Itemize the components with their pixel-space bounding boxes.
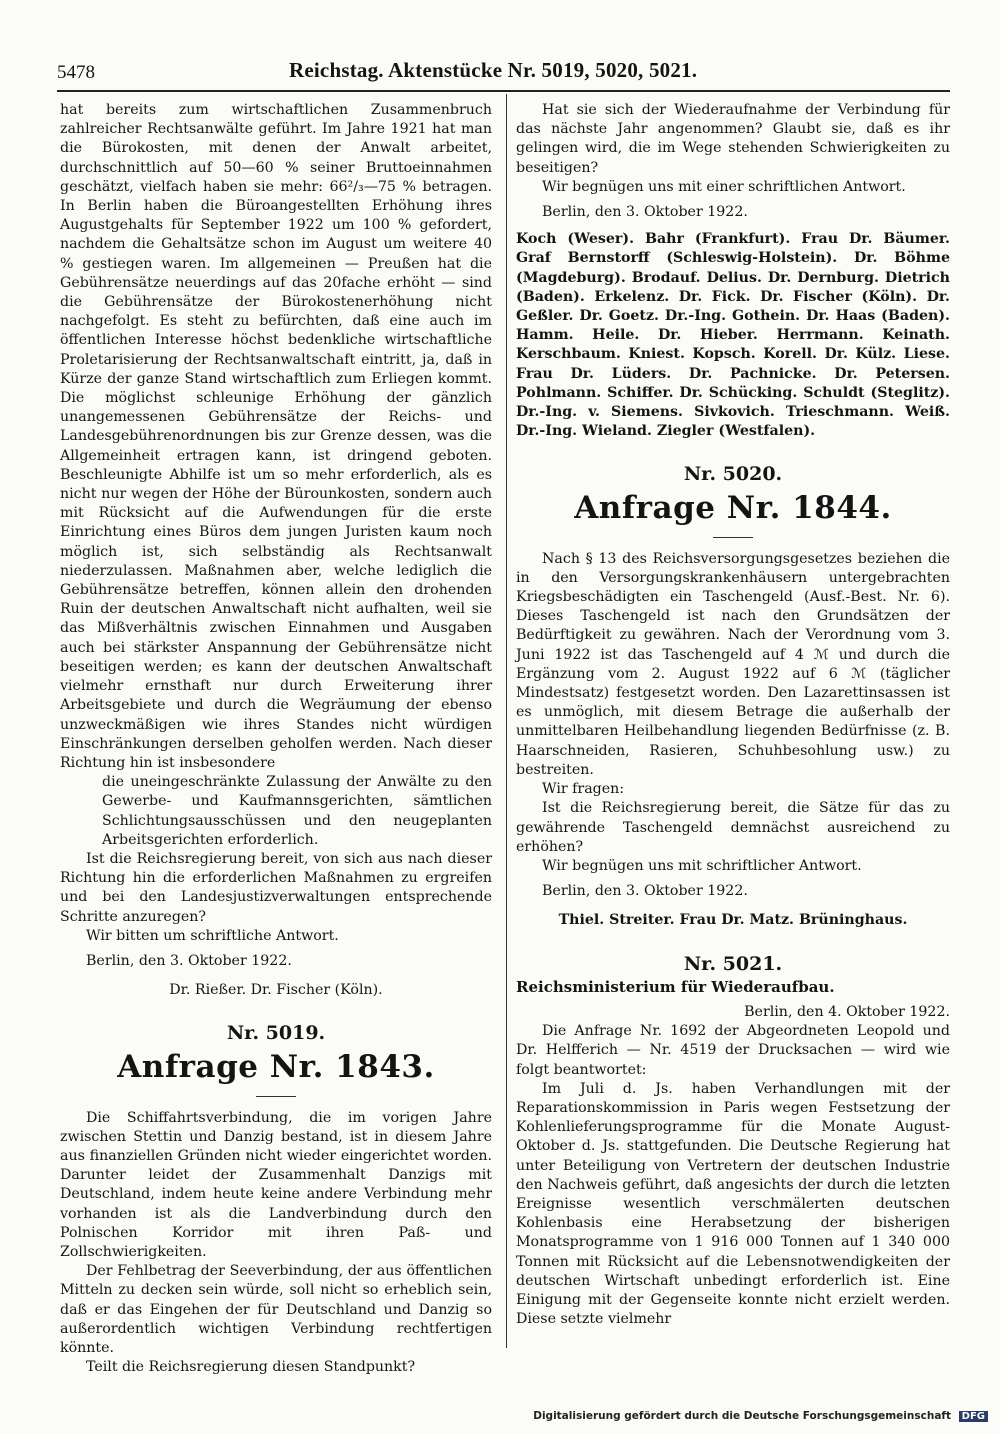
- left-column: [60, 101, 492, 1377]
- paragraph: Die Schiffahrtsverbindung, die im vorigen Jahre zwischen Stettin und Danzig bestand, ist in diesem Jahre aus finanziellen Gründen nicht wieder eingerichtet worden. Darunter leidet der Zusammenhalt Danzigs mit Deutschland, indem heute keine andere Verbindung mehr vorhanden ist als die Landverbindung durch den Polnischen Korridor mit ihren Paß- und Zollschwierigkeiten.: [60, 1109, 492, 1260]
- paragraph: Wir begnügen uns mit einer schriftlichen Antwort.: [542, 178, 906, 195]
- signers: Thiel. Streiter. Frau Dr. Matz. Brüninghaus.: [558, 912, 908, 929]
- indented-paragraph: die uneingeschränkte Zulassung der Anwälte zu den Gewerbe- und Kaufmannsgerichten, sämtlichen Schlichtungsausschüssen und den neugeplanten Arbeitsgerichten erforderlich.: [102, 774, 492, 848]
- ministry-heading: Reichsministerium für Wiederaufbau.: [516, 977, 835, 996]
- paragraph: Ist die Reichsregierung bereit, von sich aus nach dieser Richtung hin die erforderlichen Maßnahmen zu ergreifen und bei den Landesjustizverwaltungen entsprechende Schritte anzuregen?: [60, 850, 492, 925]
- credit-text: Digitalisierung gefördert durch die Deutsche Forschungsgemeinschaft: [533, 1410, 951, 1422]
- paragraph: Die Anfrage Nr. 1692 der Abgeordneten Leopold und Dr. Helfferich — Nr. 4519 der Drucksachen — wird wie folgt beantwortet:: [516, 1023, 950, 1078]
- paragraph: Ist die Reichsregierung bereit, die Sätze für das zu gewährende Taschengeld demnächst ausreichend zu erhöhen?: [516, 800, 950, 855]
- date-line: Berlin, den 3. Oktober 1922.: [542, 883, 748, 900]
- date-line: Berlin, den 4. Oktober 1922.: [744, 1003, 950, 1020]
- signers: Koch (Weser). Bahr (Frankfurt). Frau Dr. Bäumer. Graf Bernstorff (Schleswig-Holstein). Dr. Böhme (Magdeburg). Brodauf. Delius. Dr. Dernburg. Dietrich (Baden). Erkelenz. Dr. Fick. Dr. Fischer (Köln). Dr. Geßler. Dr. Goetz. Dr.-Ing. Gothein. Dr. Haas (Baden). Hamm. Heile. Dr. Hieber. Herrmann. Keinath. Kerschbaum. Kniest. Kopsch. Korell. Dr. Külz. Liese. Frau Dr. Lüders. Dr. Pachnicke. Dr. Petersen. Pohlmann. Schiffer. Dr. Schücking. Schuldt (Steglitz). Dr.-Ing. v. Siemens. Sivkovich. Trieschmann. Weiß. Dr.-Ing. Wieland. Ziegler (Westfalen).: [516, 231, 950, 440]
- page-header: [57, 56, 950, 92]
- paragraph: Teilt die Reichsregierung diesen Standpunkt?: [86, 1359, 416, 1376]
- signers: Dr. Rießer. Dr. Fischer (Köln).: [169, 982, 383, 999]
- column-divider: [506, 94, 507, 1348]
- date-line: Berlin, den 3. Oktober 1922.: [86, 952, 292, 969]
- document-number: Nr. 5020.: [683, 463, 783, 486]
- paragraph: Hat sie sich der Wiederaufnahme der Verbindung für das nächste Jahr angenommen? Glaubt sie, daß es ihr gelingen wird, die im Wege stehenden Schwierigkeiten zu beseitigen?: [516, 102, 950, 176]
- paragraph: Der Fehlbetrag der Seeverbindung, der aus öffentlichen Mitteln zu decken sein würde, soll nicht so erheblich sein, daß er das Eingehen der für Deutschland und Danzig so außerordentlich wichtigen Verbindung rechtfertigen könnte.: [60, 1263, 492, 1356]
- right-column: [516, 101, 950, 1329]
- running-title: Reichstag. Aktenstücke Nr. 5019, 5020, 5021.: [289, 58, 698, 82]
- date-line: Berlin, den 3. Oktober 1922.: [542, 204, 748, 221]
- inquiry-title: Anfrage Nr. 1843.: [117, 1048, 435, 1085]
- paragraph: Wir begnügen uns mit schriftlicher Antwort.: [542, 857, 862, 874]
- dfg-logo: DFG: [959, 1411, 988, 1422]
- paragraph: hat bereits zum wirtschaftlichen Zusammenbruch zahlreicher Rechtsanwälte geführt. Im Jahre 1921 hat man die Bürokosten, mit denen der Anwalt arbeitet, durchschnittlich auf 50—60 % seiner Bruttoeinnahmen geschätzt, vielfach haben sie mehr: 66²/₃—75 % betragen. In Berlin haben die Büroangestellten Erhöhung ihres Augustgehalts für September 1922 um 100 % gefordert, nachdem die Gehaltsätze schon im August um weitere 40 % gestiegen waren. Im allgemeinen — Preußen hat die Gebührensätze neuerdings auf das 20fache erhöht — sind die Gebührensätze der Bürokostenerhöhung nicht nachgefolgt. Es steht zu befürchten, daß eine auch im öffentlichen Interesse höchst bedenkliche wirtschaftliche Proletarisierung der Rechtsanwaltschaft eintritt, ja, daß in Kürze der ganze Stand wirtschaftlich zum Erliegen kommt. Die möglichst schleunige Erhöhung der gänzlich unangemessenen Gebührensätze der Reichs- und Landesgebührenordnungen bis zur Grenze dessen, was die Allgemeinheit ertragen kann, ist dringend geboten. Beschleunigte Abhilfe ist um so mehr erforderlich, als es nicht nur wegen der Höhe der Bürounkosten, sondern auch mit Rücksicht auf die Aufwendungen für die erste Einrichtung eines Büros dem jungen Juristen kaum noch möglich ist, sich selbständig als Rechtsanwalt niederzulassen. Maßnahmen aber, welche lediglich die Gebührensätze betreffen, können allein den drohenden Ruin der deutschen Anwaltschaft nicht aufhalten, weil sie das Mißverhältnis zwischen Einnahmen und Ausgaben auch bei stärkster Anspannung der Gebührensätze nicht beseitigen werden; es kann der deutschen Anwaltschaft vielmehr ernsthaft nur durch Erweiterung ihrer Arbeitsgebiete und durch die Wegräumung der ebenso unzweckmäßigen wie ihres Standes nicht würdigen Einschränkungen derselben geholfen werden. Nach dieser Richtung hin ist insbesondere: [60, 102, 492, 771]
- inquiry-title: Anfrage Nr. 1844.: [574, 489, 892, 526]
- section-rule: [713, 537, 753, 538]
- paragraph: Nach § 13 des Reichsversorgungsgesetzes beziehen die in den Versorgungskrankenhäusern untergebrachten Kriegsbeschädigten ein Taschengeld (Ausf.-Best. Nr. 6). Dieses Taschengeld ist nach den Grundsätzen der Bedürftigkeit zu gewähren. Nach der Verordnung vom 3. Juni 1922 ist das Taschengeld auf 4 ℳ und durch die Ergänzung vom 2. August 1922 auf 6 ℳ (täglicher Mindestsatz) festgesetzt worden. Den Lazarettinsassen ist es unmöglich, mit diesem Betrage die außerhalb der unmittelbaren Heilbehandlung liegenden Bedürfnisse (z. B. Haarschneiden, Rasieren, Schuhbesohlung usw.) zu bestreiten.: [516, 550, 950, 778]
- paragraph: Im Juli d. Js. haben Verhandlungen mit der Reparationskommission in Paris wegen Festsetzung der Kohlenlieferungsprogramme für die Monate August-Oktober d. Js. stattgefunden. Die Deutsche Regierung hat unter Beteiligung von Vertretern der deutschen Industrie den Nachweis geführt, daß angesichts der durch die letzten Ereignisse wesentlich verschmälerten deutschen Kohlenbasis eine Herabsetzung der bisherigen Monatsprogramme von 1 916 000 Tonnen auf 1 340 000 Tonnen mit Rücksicht auf die Lebensnotwendigkeiten der deutschen Wirtschaft unbedingt erforderlich ist. Eine Einigung mit der Gegenseite konnte nicht erzielt werden. Diese setzte vielmehr: [516, 1080, 950, 1328]
- paragraph: Wir bitten um schriftliche Antwort.: [86, 927, 339, 944]
- document-number: Nr. 5019.: [226, 1022, 326, 1045]
- section-rule: [256, 1096, 296, 1097]
- paragraph: Wir fragen:: [542, 781, 625, 798]
- digitization-credit: [533, 1410, 988, 1422]
- page-number: 5478: [57, 62, 95, 83]
- document-number: Nr. 5021.: [683, 952, 783, 975]
